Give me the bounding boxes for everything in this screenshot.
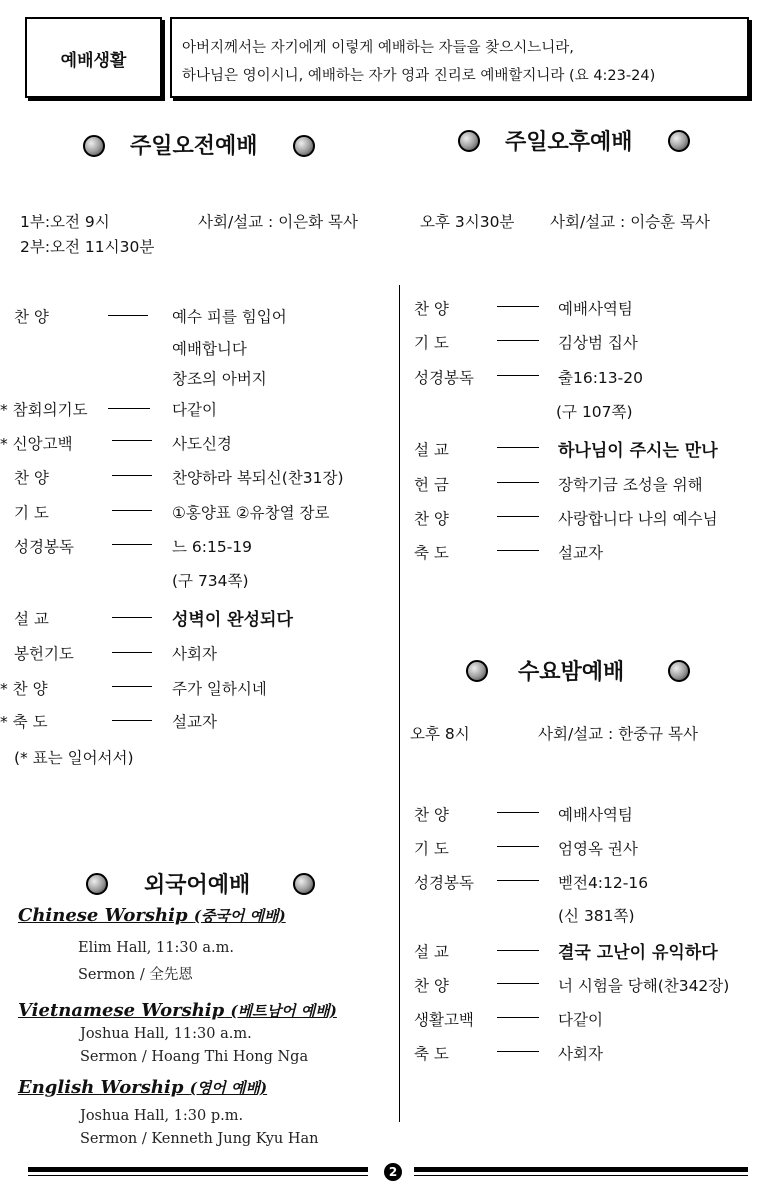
- chinese-worship-title: [18, 905, 286, 926]
- dash-divider: [112, 617, 152, 618]
- english-title-kr: (영어 예배): [189, 1079, 268, 1097]
- bullet-icon: [83, 135, 105, 157]
- morning-leader: 사회/설교 : 이은화 목사: [198, 213, 358, 231]
- order-content: 사회자: [172, 645, 217, 663]
- dash-divider: [108, 408, 150, 409]
- afternoon-leader: 사회/설교 : 이승훈 목사: [550, 213, 710, 231]
- order-content: 김상범 집사: [558, 334, 638, 352]
- vietnamese-location: Joshua Hall, 11:30 a.m.: [80, 1026, 252, 1042]
- english-sermon: Sermon / Kenneth Jung Kyu Han: [80, 1131, 319, 1147]
- order-item: 성경봉독: [414, 369, 474, 387]
- sunday-morning-title: 주일오전예배: [130, 134, 258, 159]
- order-content: 예배사역팀: [558, 300, 633, 318]
- bullet-icon: [293, 135, 315, 157]
- dash-divider: [497, 447, 539, 448]
- order-item: 찬 양: [414, 806, 449, 824]
- dash-divider: [497, 306, 539, 307]
- dash-divider: [497, 1051, 539, 1052]
- footer-rule-left-thin: [28, 1175, 368, 1176]
- foreign-worship-title: 외국어예배: [144, 873, 251, 898]
- wednesday-time: 오후 8시: [410, 725, 470, 743]
- sermon-title: 하나님이 주시는 만나: [558, 441, 718, 461]
- morning-service1-time: 1부:오전 9시: [20, 213, 110, 231]
- header-verse-box: [170, 17, 749, 98]
- order-content: 설교자: [172, 713, 217, 731]
- bullet-icon: [458, 130, 480, 152]
- order-content: 창조의 아버지: [172, 370, 267, 388]
- afternoon-time: 오후 3시30분: [420, 213, 515, 231]
- order-content: (구 107쪽): [556, 403, 633, 421]
- order-item: * 신앙고백: [0, 435, 73, 453]
- dash-divider: [112, 652, 152, 653]
- order-content: 사랑합니다 나의 예수님: [558, 510, 718, 528]
- dash-divider: [497, 950, 539, 951]
- order-item: * 찬 양: [0, 680, 48, 698]
- order-content: 너 시험을 당해(찬342장): [558, 977, 730, 995]
- order-item: 기 도: [414, 334, 449, 352]
- vietnamese-worship-title: [18, 1000, 337, 1021]
- sunday-afternoon-title: 주일오후예배: [505, 130, 633, 155]
- order-item: * 축 도: [0, 713, 48, 731]
- order-item: 봉헌기도: [14, 645, 74, 663]
- order-item: 기 도: [14, 504, 49, 522]
- order-content: 다같이: [172, 401, 217, 419]
- order-item: 생활고백: [414, 1011, 474, 1029]
- order-content: 다같이: [558, 1011, 603, 1029]
- morning-service2-time: 2부:오전 11시30분: [20, 238, 155, 256]
- dash-divider: [497, 516, 539, 517]
- vietnamese-title-kr: (베트남어 예배): [230, 1002, 337, 1020]
- order-content: 예배사역팀: [558, 806, 633, 824]
- order-content: 주가 일하시네: [172, 680, 267, 698]
- dash-divider: [112, 686, 152, 687]
- bullet-icon: [86, 873, 108, 895]
- order-content: 느 6:15-19: [172, 538, 253, 556]
- dash-divider: [497, 550, 539, 551]
- dash-divider: [497, 482, 539, 483]
- order-content: 예배합니다: [172, 340, 247, 358]
- dash-divider: [497, 1017, 539, 1018]
- chinese-location: Elim Hall, 11:30 a.m.: [78, 940, 235, 956]
- vietnamese-title-en: Vietnamese Worship: [18, 1000, 225, 1021]
- wednesday-title: 수요밤예배: [518, 660, 625, 685]
- bullet-icon: [466, 660, 488, 682]
- header-label-box: [25, 17, 162, 98]
- bullet-icon: [293, 873, 315, 895]
- header-verse-line2: 하나님은 영이시니, 예배하는 자가 영과 진리로 예배할지니라 (요 4:23-24): [182, 68, 656, 84]
- order-item: 성경봉독: [414, 874, 474, 892]
- order-content: 벧전4:12-16: [558, 874, 649, 892]
- header-verse-line1: 아버지께서는 자기에게 이렇게 예배하는 자들을 찾으시느니라,: [182, 40, 574, 56]
- footer-rule-right-thin: [414, 1175, 748, 1176]
- order-content: 장학기금 조성을 위해: [558, 476, 703, 494]
- chinese-title-kr: (중국어 예배): [193, 907, 286, 925]
- standing-note: (* 표는 일어서서): [14, 749, 134, 767]
- order-content: 출16:13-20: [558, 369, 643, 387]
- dash-divider: [497, 846, 539, 847]
- order-item: 설 교: [414, 943, 449, 961]
- bullet-icon: [668, 130, 690, 152]
- order-content: 사도신경: [172, 435, 232, 453]
- footer-rule-right: [414, 1167, 748, 1172]
- bullet-icon: [668, 660, 690, 682]
- dash-divider: [497, 880, 539, 881]
- column-divider: [399, 285, 400, 1122]
- chinese-sermon: Sermon / 全先恩: [78, 967, 193, 983]
- order-item: 찬 양: [14, 469, 49, 487]
- order-content: 예수 피를 힘입어: [172, 308, 287, 326]
- order-item: 축 도: [414, 544, 449, 562]
- order-item: 기 도: [414, 840, 449, 858]
- sermon-title: 결국 고난이 유익하다: [558, 943, 718, 963]
- dash-divider: [112, 720, 152, 721]
- order-item: 찬 양: [414, 300, 449, 318]
- footer-rule-left: [28, 1167, 368, 1172]
- vietnamese-sermon: Sermon / Hoang Thi Hong Nga: [80, 1049, 309, 1065]
- dash-divider: [112, 475, 152, 476]
- header-label: 예배생활: [60, 51, 127, 71]
- order-content: (신 381쪽): [558, 907, 635, 925]
- order-item: * 참회의기도: [0, 401, 88, 419]
- order-item: 찬 양: [414, 977, 449, 995]
- english-title-en: English Worship: [18, 1077, 184, 1098]
- order-item: 헌 금: [414, 476, 449, 494]
- order-content: 설교자: [558, 544, 603, 562]
- order-content: ①홍양표 ②유창열 장로: [172, 504, 330, 522]
- wednesday-leader: 사회/설교 : 한중규 목사: [538, 725, 698, 743]
- sermon-title: 성벽이 완성되다: [172, 610, 293, 630]
- dash-divider: [497, 375, 539, 376]
- dash-divider: [497, 812, 539, 813]
- order-item: 설 교: [414, 441, 449, 459]
- order-item: 찬 양: [14, 308, 49, 326]
- dash-divider: [112, 440, 152, 441]
- page-number: 2: [384, 1163, 402, 1181]
- order-content: 엄영옥 권사: [558, 840, 638, 858]
- order-item: 설 교: [14, 610, 49, 628]
- dash-divider: [112, 544, 152, 545]
- order-item: 성경봉독: [14, 538, 74, 556]
- dash-divider: [497, 340, 539, 341]
- order-item: 찬 양: [414, 510, 449, 528]
- dash-divider: [497, 983, 539, 984]
- english-location: Joshua Hall, 1:30 p.m.: [80, 1108, 244, 1124]
- dash-divider: [108, 315, 148, 316]
- order-item: 축 도: [414, 1045, 449, 1063]
- chinese-title-en: Chinese Worship: [18, 905, 188, 926]
- dash-divider: [112, 510, 152, 511]
- order-content: (구 734쪽): [172, 572, 249, 590]
- order-content: 사회자: [558, 1045, 603, 1063]
- english-worship-title: [18, 1077, 267, 1098]
- order-content: 찬양하라 복되신(찬31장): [172, 469, 344, 487]
